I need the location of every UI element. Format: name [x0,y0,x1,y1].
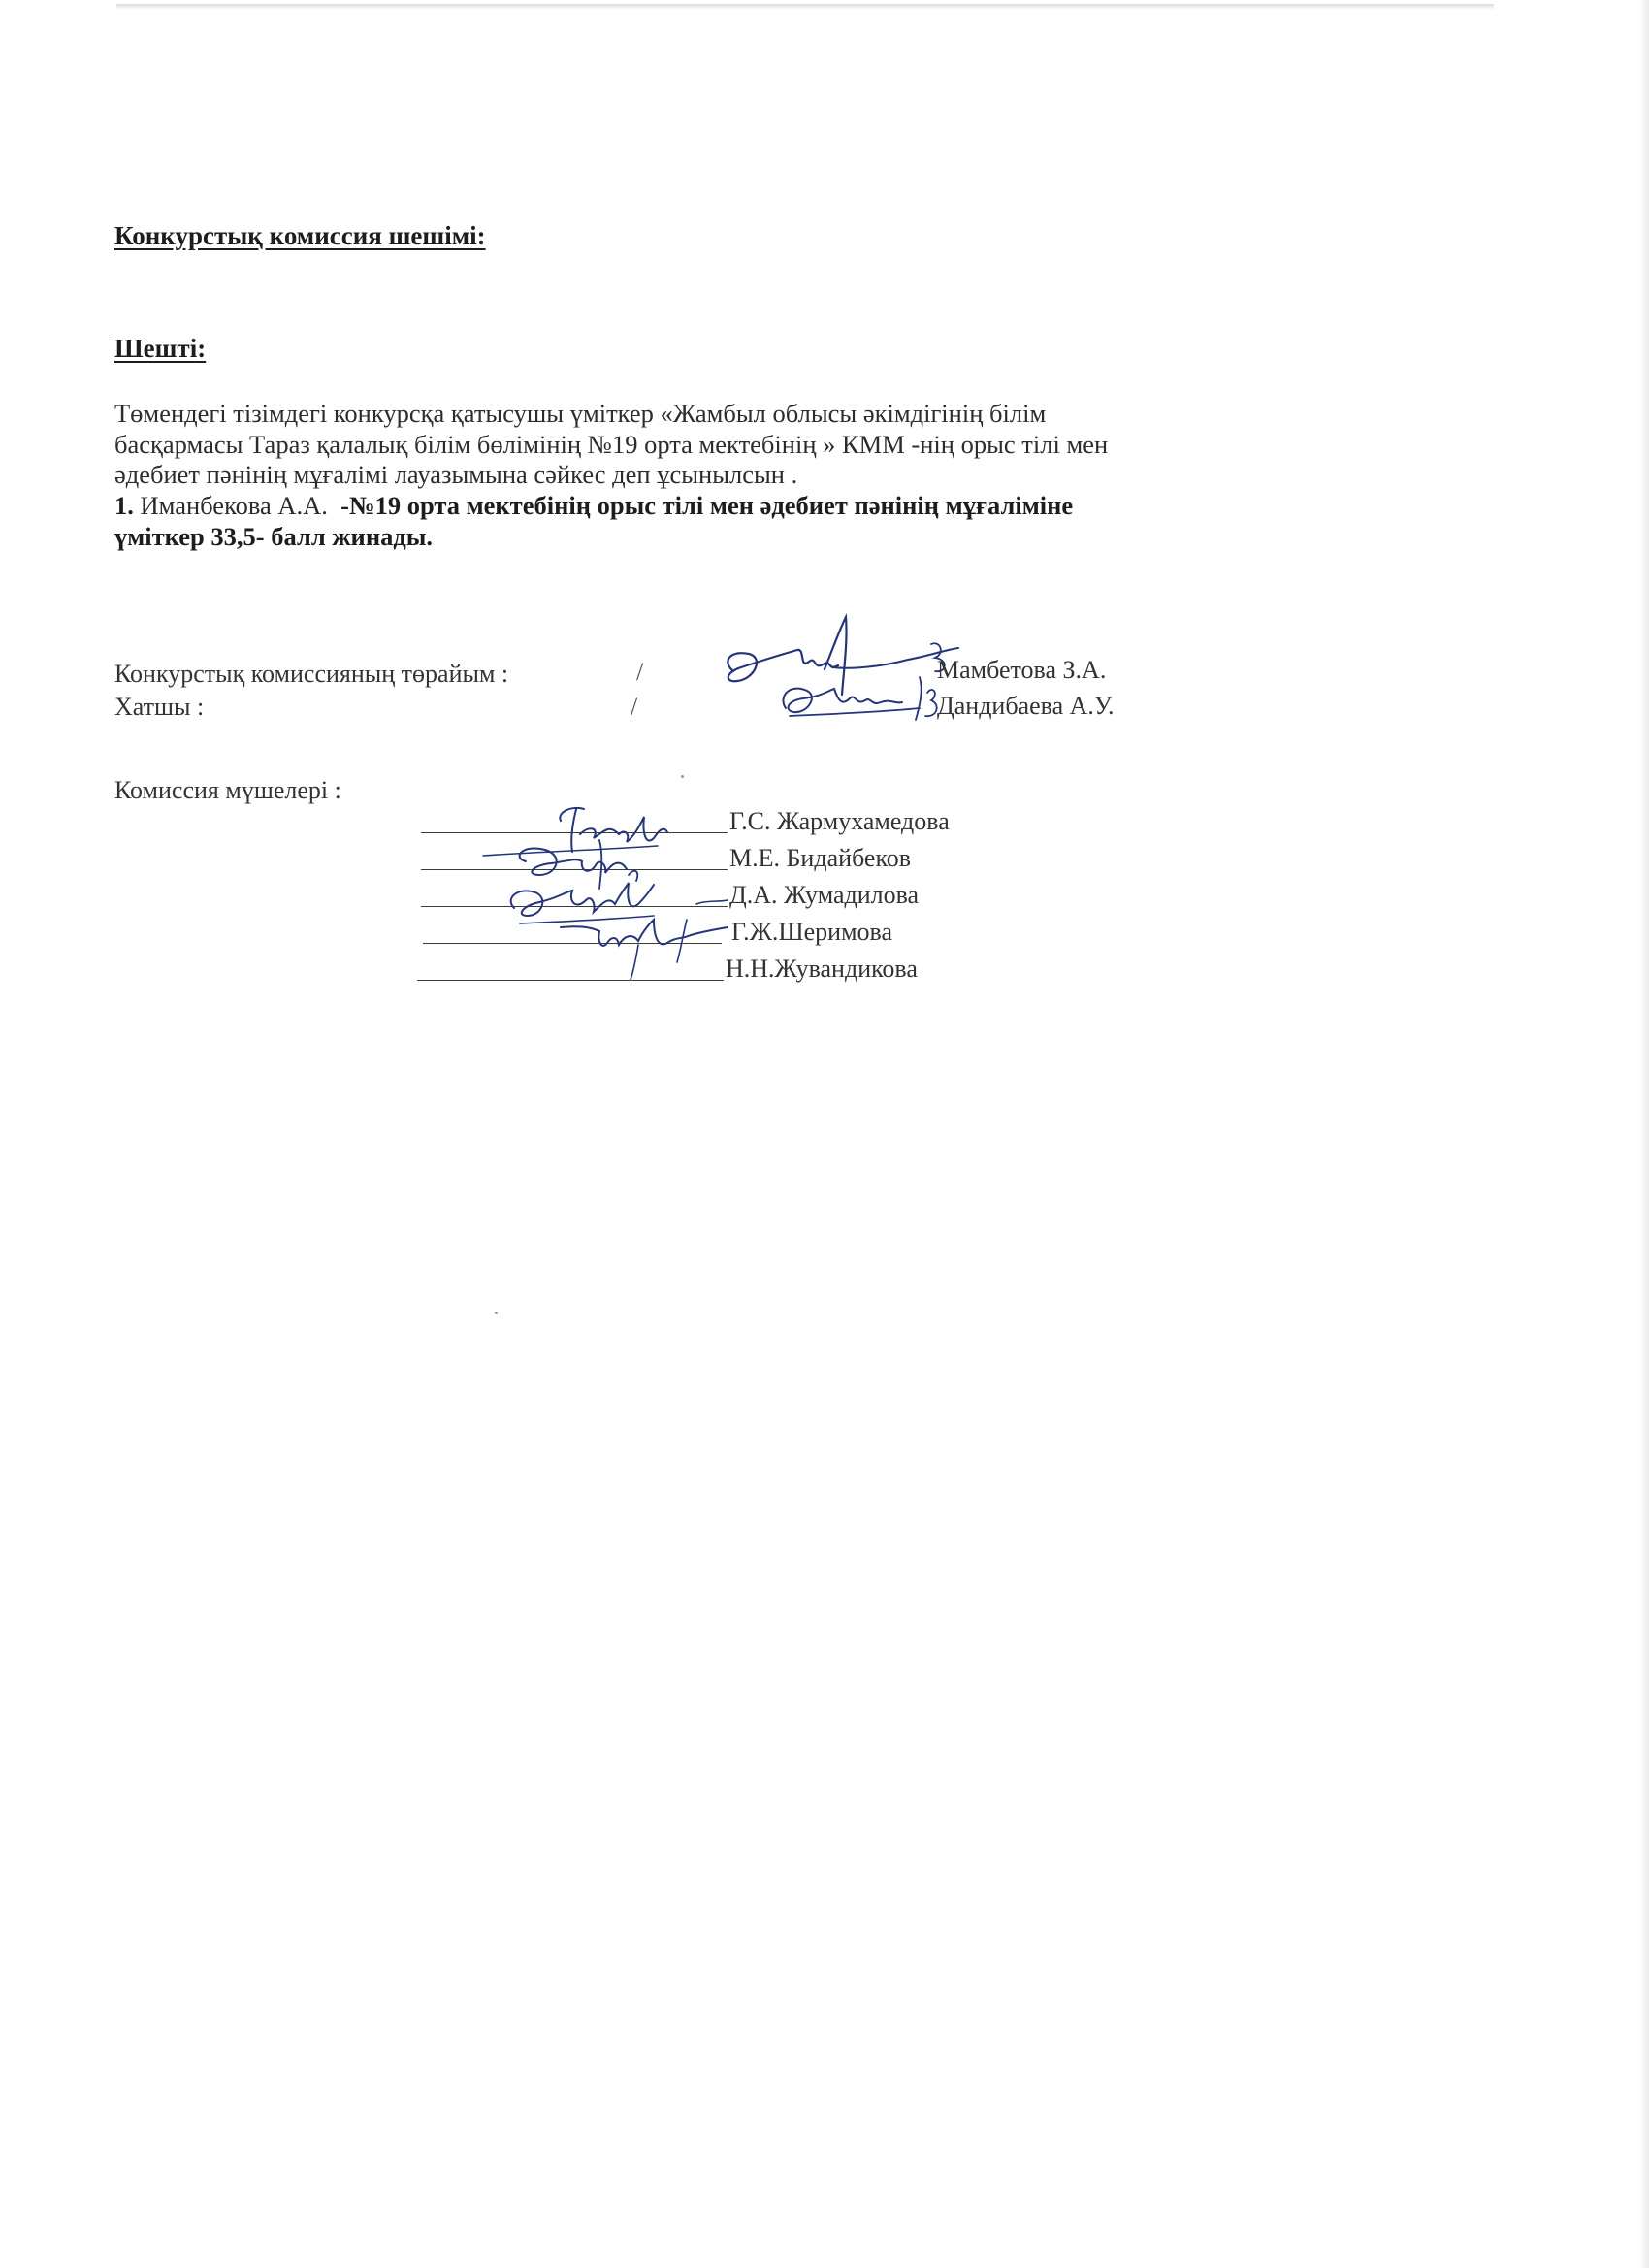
secretary-name: Дандибаева А.У. [937,692,1115,720]
member-name: Г.Ж.Шеримова [731,918,893,946]
scan-speck [681,775,684,778]
secretary-slash: / [630,693,638,721]
chair-slash: / [636,658,644,686]
candidate-number: 1. [114,491,134,520]
candidate-entry [114,491,1073,552]
paragraph-line: басқармасы Тараз қалалық білім бөлімінің №19 орта мектебінің » КММ -нің орыс тілі мен [114,429,1109,459]
scan-edge-right [1639,0,1649,2268]
chair-label: Конкурстық комиссияның төрайым : [114,660,509,688]
paragraph-line: әдебиет пәнінің мұғалімі лауазымына сәйкес деп ұсынылсын . [114,460,798,489]
scan-speck [495,1312,498,1314]
member-name: Н.Н.Жувандикова [726,955,918,983]
member-name: М.Е. Бидайбеков [729,844,912,872]
candidate-name: Иманбекова А.А. [140,491,328,520]
secretary-label: Хатшы : [114,693,205,721]
candidate-text-line1: -№19 орта мектебінің орыс тілі мен әдебиет пәнінің мұғаліміне [340,491,1074,520]
chair-name: Мамбетова З.А. [937,656,1107,684]
members-label: Комиссия мүшелері : [114,776,341,804]
decision-paragraph [114,399,1405,491]
paragraph-line: Төмендегі тізімдегі конкурсқа қатысушы үміткер «Жамбыл облысы әкімдігінің білім [114,399,1047,428]
member-name: Г.С. Жармухамедова [729,807,950,835]
heading-decision: Конкурстық комиссия шешімі: [114,221,486,250]
scan-edge-top [116,4,1494,10]
heading-decided: Шешті: [114,334,207,363]
member-name: Д.А. Жумадилова [729,881,920,909]
candidate-text-line2: үміткер 33,5- балл жинады. [114,521,434,551]
member-signature [599,941,677,989]
